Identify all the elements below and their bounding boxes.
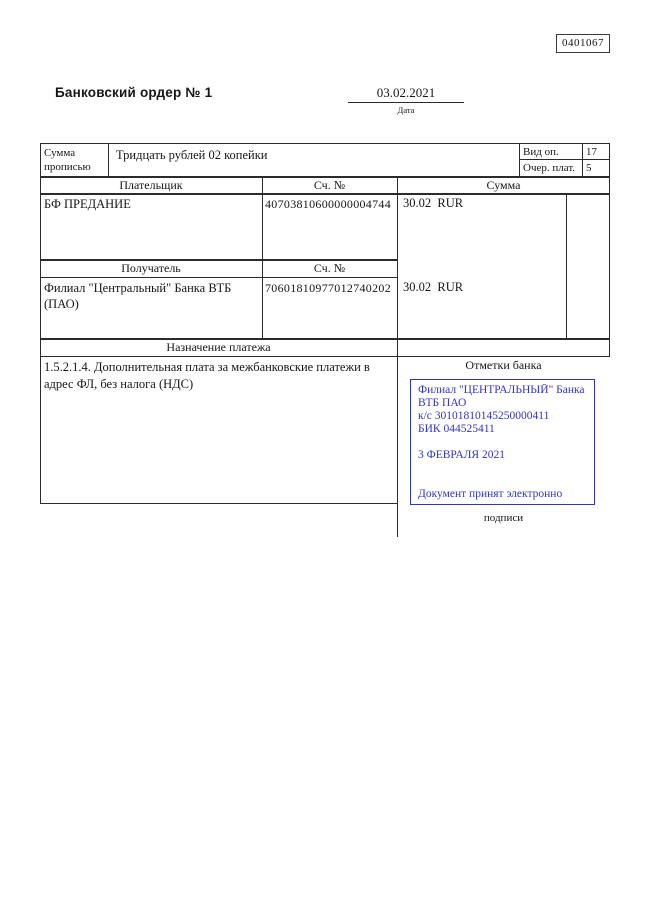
date-value: 03.02.2021 [348, 85, 464, 103]
vid-op-label: Вид оп. [523, 146, 559, 158]
ocher-plat-value: 5 [586, 162, 592, 174]
sum-in-words-value: Тридцать рублей 02 копейки [116, 148, 268, 162]
recipient-account-header: Сч. № [313, 261, 346, 275]
recipient-section-header: Получатель [121, 261, 181, 275]
vid-op-value: 17 [586, 146, 597, 158]
stamp-line: Филиал "ЦЕНТРАЛЬНЫЙ" Банка [418, 384, 585, 396]
document-title: Банковский ордер № 1 [55, 85, 213, 100]
payer-section-header: Плательщик [119, 178, 183, 192]
sum-label-divider [108, 143, 109, 176]
amount-column-header: Сумма [486, 178, 521, 192]
payer-account-header: Сч. № [313, 178, 346, 192]
main-vertical-divider [397, 176, 398, 537]
date-label: Дата [397, 105, 415, 115]
vidop-left-rule [519, 143, 520, 176]
recipient-name: Филиал "Центральный" Банка ВТБ (ПАО) [44, 281, 232, 311]
table-left-rule [40, 143, 41, 503]
signatures-label: подписи [483, 512, 524, 524]
table-right-rule [609, 143, 610, 356]
bank-marks-header: Отметки банка [465, 358, 542, 372]
stamp-line: ВТБ ПАО [418, 397, 467, 409]
vidop-value-divider [582, 143, 583, 176]
stamp-line [418, 475, 587, 488]
stamp-line [418, 436, 587, 449]
form-code-box [556, 34, 610, 53]
ocher-plat-label: Очер. плат. [523, 162, 576, 174]
payment-purpose-text: 1.5.2.1.4. Дополнительная плата за межбанковские платежи в адрес ФЛ, без налога (НДС) [44, 360, 370, 391]
purpose-header-bottom-rule [40, 356, 610, 357]
amount-inner-divider [566, 193, 567, 338]
stamp-line: БИК 044525411 [418, 423, 495, 435]
payer-name: БФ ПРЕДАНИЕ [44, 197, 131, 211]
date-block [348, 85, 464, 115]
recipient-header-bottom-rule [40, 277, 397, 278]
purpose-cell-bottom-rule [40, 503, 398, 504]
sum-in-words-label: Сумма прописью [44, 147, 91, 173]
name-account-divider [262, 176, 263, 338]
stamp-line: 3 ФЕВРАЛЯ 2021 [418, 449, 505, 461]
stamp-line [418, 462, 587, 475]
vidop-row-divider [519, 159, 609, 160]
payer-account-number: 40703810600000004744 [265, 197, 391, 211]
credit-amount: 30.02 RUR [403, 280, 464, 294]
debit-amount: 30.02 RUR [403, 196, 464, 210]
payer-header-bottom-rule [40, 193, 610, 195]
table-top-rule [40, 143, 610, 144]
stamp-line: Документ принят электронно [418, 488, 563, 500]
stamp-line: к/с 30101810145250000411 [418, 410, 550, 422]
purpose-section-header: Назначение платежа [166, 340, 271, 354]
bank-stamp [410, 379, 595, 505]
form-code: 0401067 [562, 37, 604, 49]
recipient-account-number: 70601810977012740202 [265, 281, 391, 295]
